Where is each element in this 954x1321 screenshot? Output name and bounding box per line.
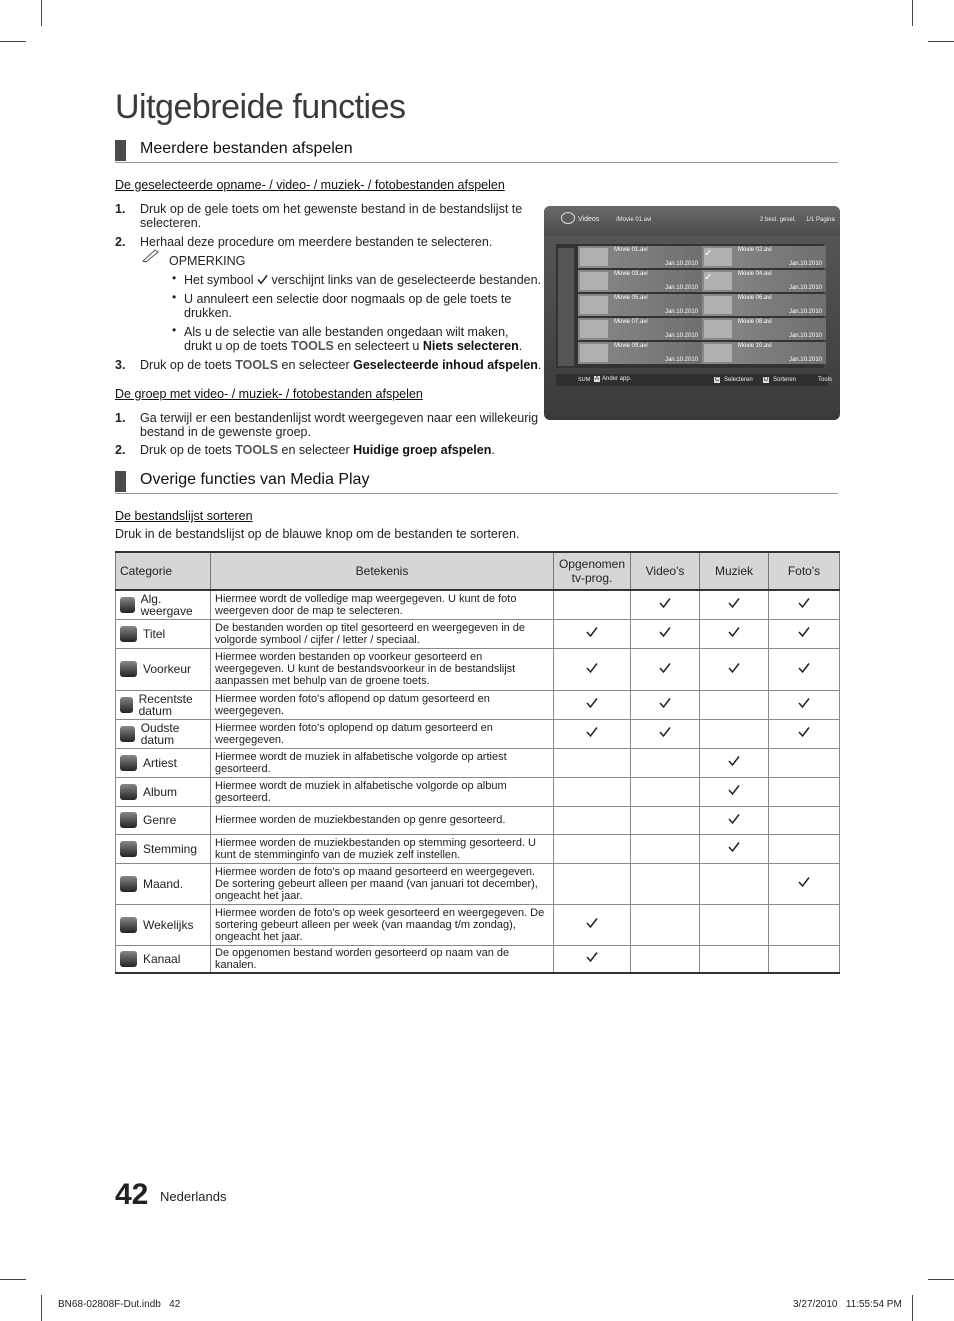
step-text-line: Ga terwijl er een bestandenlijst wordt weergegeven naar een willekeurig bbox=[140, 411, 539, 425]
tv-media-play-screenshot bbox=[544, 206, 840, 420]
mood-icon bbox=[120, 841, 137, 857]
check-cell bbox=[631, 806, 700, 834]
check-cell bbox=[631, 945, 700, 973]
description-cell: Hiermee worden foto's oplopend op datum gesorteerd en weergegeven. bbox=[211, 719, 554, 748]
table-row bbox=[116, 748, 840, 777]
category-cell bbox=[116, 590, 211, 619]
section-heading-multiple-files bbox=[115, 140, 838, 163]
column-header: Opgenomen tv-prog. bbox=[554, 552, 631, 590]
step-number: 3. bbox=[115, 358, 126, 372]
file-name: Movie 09.avi bbox=[614, 343, 648, 349]
category-cell bbox=[116, 777, 211, 806]
check-icon bbox=[728, 626, 740, 638]
note-text: verschijnt links van de geselecteerde bestanden. bbox=[271, 273, 542, 287]
note-item bbox=[184, 273, 541, 287]
thumbnail bbox=[704, 344, 732, 362]
check-icon bbox=[586, 626, 598, 638]
check-cell bbox=[769, 619, 840, 648]
file-date: Jan.10.2010 bbox=[788, 261, 822, 267]
check-icon bbox=[728, 755, 740, 767]
note-text: Het symbool bbox=[184, 273, 254, 287]
table-row bbox=[116, 619, 840, 648]
category-wrapper bbox=[120, 951, 206, 967]
crop-mark bbox=[41, 1295, 42, 1321]
check-cell bbox=[700, 748, 769, 777]
note-text: en selecteert u bbox=[337, 339, 420, 353]
page-number: 42 bbox=[115, 1178, 149, 1211]
check-icon bbox=[659, 626, 671, 638]
check-cell bbox=[554, 945, 631, 973]
month-icon bbox=[120, 876, 137, 892]
check-cell bbox=[554, 777, 631, 806]
file-date: Jan.10.2010 bbox=[664, 333, 698, 339]
note-text: Als u de selectie van alle bestanden ongedaan wilt maken, bbox=[184, 325, 509, 339]
check-icon bbox=[798, 697, 810, 709]
description-cell: Hiermee worden de foto's op week gesorteerd en weergegeven. De sortering gebeurt alleen per week (van maandag t/m zondag), ongeacht het jaar. bbox=[211, 904, 554, 945]
check-icon bbox=[586, 697, 598, 709]
tv-file-item[interactable] bbox=[578, 294, 702, 316]
channel-icon bbox=[120, 951, 137, 967]
tv-page-indicator: 1/1 Pagina bbox=[806, 217, 835, 223]
step-text-part: . bbox=[491, 443, 495, 457]
thumbnail bbox=[704, 296, 732, 314]
step-number: 1. bbox=[115, 411, 126, 425]
file-name: Movie 07.avi bbox=[614, 319, 648, 325]
subheading-group-files: De groep met video- / muziek- / fotobestanden afspelen bbox=[115, 387, 423, 401]
category-cell bbox=[116, 619, 211, 648]
description-cell: Hiermee worden bestanden op voorkeur gesorteerd en weergegeven. U kunt de bestandsvoorkeur in de bestandslijst aanpassen met behulp van de groene toets. bbox=[211, 648, 554, 690]
column-header: Betekenis bbox=[211, 552, 554, 590]
note-label: OPMERKING bbox=[169, 254, 246, 268]
check-cell bbox=[769, 648, 840, 690]
file-date: Jan.10.2010 bbox=[664, 357, 698, 363]
step-text-part: . bbox=[537, 358, 542, 372]
check-cell bbox=[631, 648, 700, 690]
title-icon bbox=[120, 626, 137, 642]
sort-options-table bbox=[115, 551, 840, 974]
category-wrapper bbox=[120, 593, 206, 617]
step-text bbox=[140, 411, 550, 439]
check-cell bbox=[554, 690, 631, 719]
note-text: U annuleert een selectie door nogmaals op de gele toets te bbox=[184, 292, 512, 306]
category-cell bbox=[116, 719, 211, 748]
key-d: D bbox=[764, 377, 769, 383]
category-label: Maand. bbox=[143, 876, 184, 891]
check-cell bbox=[769, 777, 840, 806]
subheading-sort-list: De bestandslijst sorteren bbox=[115, 509, 253, 523]
check-cell bbox=[700, 590, 769, 619]
check-icon bbox=[659, 597, 671, 609]
check-cell bbox=[700, 904, 769, 945]
table-row bbox=[116, 834, 840, 863]
check-cell bbox=[631, 719, 700, 748]
step-text-part: Druk op de toets bbox=[140, 443, 232, 457]
description-cell: Hiermee worden de foto's op maand gesorteerd en weergegeven. De sortering gebeurt alleen per maand (van januari tot december), ongeacht het jaar. bbox=[211, 863, 554, 904]
category-label: Titel bbox=[143, 626, 166, 641]
bullet-dot: • bbox=[172, 290, 177, 304]
check-cell bbox=[631, 748, 700, 777]
thumbnail bbox=[580, 344, 608, 362]
check-icon bbox=[798, 662, 810, 674]
check-icon bbox=[586, 917, 598, 929]
step-text bbox=[140, 358, 541, 372]
file-date: Jan.10.2010 bbox=[664, 309, 698, 315]
check-icon bbox=[586, 726, 598, 738]
category-label: Voorkeur bbox=[143, 662, 192, 676]
file-date: Jan.10.2010 bbox=[788, 333, 822, 339]
step-text-line: selecteren. bbox=[140, 216, 202, 230]
check-cell bbox=[554, 748, 631, 777]
category-cell bbox=[116, 806, 211, 834]
calendar-30-icon bbox=[120, 697, 133, 713]
table-row bbox=[116, 863, 840, 904]
step-number: 2. bbox=[115, 235, 126, 249]
table-row bbox=[116, 945, 840, 973]
category-label: Wekelijks bbox=[143, 917, 194, 932]
crop-mark bbox=[0, 41, 26, 42]
note-item bbox=[184, 292, 534, 320]
description-cell: De bestanden worden op titel gesorteerd en weergegeven in de volgorde symbool / cijfer / letter / speciaal. bbox=[211, 619, 554, 648]
crop-mark bbox=[928, 1279, 954, 1280]
crop-mark bbox=[41, 0, 42, 26]
tv-selected-count: 2 best. gesel. bbox=[760, 217, 796, 223]
column-header: Categorie bbox=[116, 552, 211, 590]
category-cell bbox=[116, 834, 211, 863]
check-cell bbox=[769, 748, 840, 777]
tv-path: /Movie 01.avi bbox=[616, 217, 652, 223]
page-language: Nederlands bbox=[160, 1189, 227, 1204]
table-row bbox=[116, 806, 840, 834]
file-name: Movie 10.avi bbox=[738, 343, 772, 349]
file-name: Movie 06.avi bbox=[738, 295, 772, 301]
tv-file-item[interactable] bbox=[702, 318, 826, 340]
category-wrapper bbox=[120, 812, 206, 828]
category-label: Artiest bbox=[143, 755, 178, 770]
check-icon bbox=[586, 662, 598, 674]
category-wrapper bbox=[120, 755, 206, 771]
check-cell bbox=[769, 834, 840, 863]
menu-option: Huidige groep afspelen bbox=[353, 443, 492, 457]
category-wrapper bbox=[120, 661, 206, 677]
check-cell bbox=[769, 863, 840, 904]
selected-check-icon: ✓ bbox=[704, 248, 713, 259]
artist-icon bbox=[120, 755, 137, 771]
step-number: 2. bbox=[115, 443, 126, 457]
category-cell bbox=[116, 945, 211, 973]
file-name: Movie 05.avi bbox=[614, 295, 648, 301]
tv-sort: Sorteren bbox=[773, 377, 797, 383]
check-icon bbox=[659, 662, 671, 674]
step-text-part: en selecteer bbox=[281, 358, 350, 372]
thumbnail bbox=[580, 320, 608, 338]
thumbnail bbox=[580, 248, 608, 266]
print-file-info: BN68-02808F-Dut.indb 42 bbox=[58, 1299, 181, 1310]
check-cell bbox=[700, 719, 769, 748]
section-marker bbox=[115, 471, 126, 492]
key-a: A bbox=[595, 376, 600, 382]
check-icon bbox=[728, 662, 740, 674]
check-cell bbox=[554, 648, 631, 690]
category-cell bbox=[116, 748, 211, 777]
tv-select: Selecteren bbox=[724, 377, 753, 383]
calendar-1-icon bbox=[120, 726, 135, 742]
tv-other-app: Ander app. bbox=[602, 376, 632, 382]
file-date: Jan.10.2010 bbox=[664, 261, 698, 267]
genre-icon bbox=[120, 812, 137, 828]
check-icon bbox=[798, 726, 810, 738]
check-cell bbox=[631, 777, 700, 806]
step-text bbox=[140, 443, 495, 457]
check-icon bbox=[659, 697, 671, 709]
check-cell bbox=[554, 904, 631, 945]
check-cell bbox=[769, 690, 840, 719]
description-cell: De opgenomen bestand worden gesorteerd op naam van de kanalen. bbox=[211, 945, 554, 973]
check-cell bbox=[700, 690, 769, 719]
section-marker bbox=[115, 140, 126, 161]
table-row bbox=[116, 690, 840, 719]
description-cell: Hiermee worden de muziekbestanden op stemming gesorteerd. U kunt de stemminginfo van de muziek zelf instellen. bbox=[211, 834, 554, 863]
step-text-line: Druk op de gele toets om het gewenste bestand in de bestandslijst te bbox=[140, 202, 523, 216]
section-heading-other-functions bbox=[115, 471, 838, 494]
note-item bbox=[184, 325, 544, 353]
check-cell bbox=[554, 834, 631, 863]
check-cell bbox=[631, 904, 700, 945]
step-text-part: Druk op de toets bbox=[140, 358, 232, 372]
section-heading-text: Meerdere bestanden afspelen bbox=[140, 140, 353, 157]
check-cell bbox=[700, 863, 769, 904]
category-label: Oudste datum bbox=[140, 720, 180, 747]
column-header: Muziek bbox=[700, 552, 769, 590]
file-date: Jan.10.2010 bbox=[788, 357, 822, 363]
check-cell bbox=[554, 719, 631, 748]
check-cell bbox=[700, 806, 769, 834]
tv-file-item[interactable] bbox=[702, 342, 826, 364]
check-cell bbox=[769, 719, 840, 748]
thumbnail bbox=[580, 272, 608, 290]
note-text: . bbox=[518, 339, 523, 353]
category-wrapper bbox=[120, 876, 206, 892]
crop-mark bbox=[928, 41, 954, 42]
bullet-dot: • bbox=[172, 323, 177, 337]
description-cell: Hiermee wordt de muziek in alfabetische volgorde op artiest gesorteerd. bbox=[211, 748, 554, 777]
check-cell bbox=[554, 863, 631, 904]
tv-sort-sidebar bbox=[558, 248, 574, 366]
tv-file-item[interactable] bbox=[578, 342, 702, 364]
file-name: Movie 08.avi bbox=[738, 319, 772, 325]
tv-file-item[interactable] bbox=[578, 318, 702, 340]
check-icon bbox=[798, 876, 810, 888]
tv-file-item[interactable] bbox=[702, 270, 826, 292]
selected-check-icon: ✓ bbox=[704, 272, 713, 283]
menu-option: Niets selecteren bbox=[422, 339, 519, 353]
step-text-line: bestand in de gewenste groep. bbox=[140, 425, 311, 439]
crop-mark bbox=[912, 1295, 913, 1321]
check-icon bbox=[798, 597, 810, 609]
file-date: Jan.10.2010 bbox=[664, 285, 698, 291]
tv-sum-label: SUM bbox=[578, 377, 591, 383]
check-cell bbox=[769, 806, 840, 834]
description-cell: Hiermee worden foto's aflopend op datum gesorteerd en weergegeven. bbox=[211, 690, 554, 719]
check-icon bbox=[728, 813, 740, 825]
description-cell: Hiermee wordt de muziek in alfabetische volgorde op album gesorteerd. bbox=[211, 777, 554, 806]
check-cell bbox=[700, 648, 769, 690]
check-cell bbox=[769, 590, 840, 619]
check-icon bbox=[257, 274, 268, 285]
check-cell bbox=[700, 777, 769, 806]
tv-file-item[interactable] bbox=[702, 246, 826, 268]
note-icon bbox=[142, 249, 160, 268]
file-date: Jan.10.2010 bbox=[788, 285, 822, 291]
category-label: Alg. weergave bbox=[140, 591, 193, 618]
category-cell bbox=[116, 648, 211, 690]
tv-file-item[interactable] bbox=[702, 294, 826, 316]
category-wrapper bbox=[120, 693, 206, 717]
category-cell bbox=[116, 690, 211, 719]
check-icon bbox=[659, 726, 671, 738]
table-row bbox=[116, 904, 840, 945]
thumbnail bbox=[704, 320, 732, 338]
check-cell bbox=[631, 619, 700, 648]
table-row bbox=[116, 590, 840, 619]
category-label: Genre bbox=[143, 813, 177, 827]
column-header: Foto's bbox=[769, 552, 840, 590]
print-timestamp: 3/27/2010 11:55:54 PM bbox=[793, 1299, 902, 1310]
category-cell bbox=[116, 904, 211, 945]
intro-text: Druk in de bestandslijst op de blauwe knop om de bestanden te sorteren. bbox=[115, 527, 520, 541]
category-label: Recentste datum bbox=[138, 691, 193, 718]
table-row bbox=[116, 648, 840, 690]
category-label: Album bbox=[143, 784, 178, 799]
video-icon bbox=[561, 212, 575, 224]
album-icon bbox=[120, 784, 137, 800]
file-name: Movie 04.avi bbox=[738, 271, 772, 277]
check-icon bbox=[728, 597, 740, 609]
check-icon bbox=[728, 784, 740, 796]
file-name: Movie 01.avi bbox=[614, 247, 648, 253]
category-wrapper bbox=[120, 626, 206, 642]
description-cell: Hiermee wordt de volledige map weergegeven. U kunt de foto weergeven door de map te selecteren. bbox=[211, 590, 554, 619]
description-cell: Hiermee worden de muziekbestanden op genre gesorteerd. bbox=[211, 806, 554, 834]
check-cell bbox=[700, 834, 769, 863]
step-text-part: en selecteer bbox=[281, 443, 350, 457]
file-name: Movie 03.avi bbox=[614, 271, 648, 277]
check-icon bbox=[728, 841, 740, 853]
check-icon bbox=[798, 626, 810, 638]
check-cell bbox=[769, 945, 840, 973]
folder-icon bbox=[120, 597, 135, 613]
step-number: 1. bbox=[115, 202, 126, 216]
check-cell bbox=[631, 690, 700, 719]
note-text: drukt u op de toets bbox=[184, 339, 288, 353]
check-cell bbox=[554, 806, 631, 834]
check-cell bbox=[631, 834, 700, 863]
bullet-dot: • bbox=[172, 271, 177, 285]
file-date: Jan.10.2010 bbox=[788, 309, 822, 315]
check-cell bbox=[554, 619, 631, 648]
crop-mark bbox=[0, 1279, 26, 1280]
category-label: Stemming bbox=[143, 841, 198, 856]
check-cell bbox=[700, 619, 769, 648]
section-heading-text: Overige functies van Media Play bbox=[140, 471, 370, 488]
check-cell bbox=[769, 904, 840, 945]
file-name: Movie 02.avi bbox=[738, 247, 772, 253]
category-wrapper bbox=[120, 722, 206, 746]
tv-tools: Tools bbox=[818, 377, 833, 383]
table-row bbox=[116, 777, 840, 806]
star-icon bbox=[120, 661, 137, 677]
category-wrapper bbox=[120, 784, 206, 800]
note-text: drukken. bbox=[184, 306, 232, 320]
check-cell bbox=[700, 945, 769, 973]
key-c: C bbox=[715, 377, 720, 383]
week-icon bbox=[120, 917, 137, 933]
tv-category-label: Videos bbox=[578, 216, 600, 223]
category-cell bbox=[116, 863, 211, 904]
category-wrapper bbox=[120, 917, 206, 933]
tools-key-label: TOOLS bbox=[235, 443, 279, 457]
tv-file-item[interactable] bbox=[578, 246, 702, 268]
page-title: Uitgebreide functies bbox=[115, 88, 406, 126]
check-cell bbox=[554, 590, 631, 619]
category-label: Kanaal bbox=[143, 951, 181, 966]
crop-mark bbox=[912, 0, 913, 26]
category-wrapper bbox=[120, 841, 206, 857]
tools-key-label: TOOLS bbox=[291, 339, 334, 353]
step-text bbox=[140, 202, 540, 230]
subheading-selected-files: De geselecteerde opname- / video- / muziek- / fotobestanden afspelen bbox=[115, 178, 505, 192]
check-icon bbox=[586, 951, 598, 963]
tools-key-label: TOOLS bbox=[235, 358, 279, 372]
check-cell bbox=[631, 863, 700, 904]
tv-file-item[interactable] bbox=[578, 270, 702, 292]
table-row bbox=[116, 719, 840, 748]
menu-option: Geselecteerde inhoud afspelen bbox=[353, 358, 538, 372]
check-cell bbox=[631, 590, 700, 619]
thumbnail bbox=[580, 296, 608, 314]
column-header: Video's bbox=[631, 552, 700, 590]
step-text: Herhaal deze procedure om meerdere bestanden te selecteren. bbox=[140, 235, 493, 249]
